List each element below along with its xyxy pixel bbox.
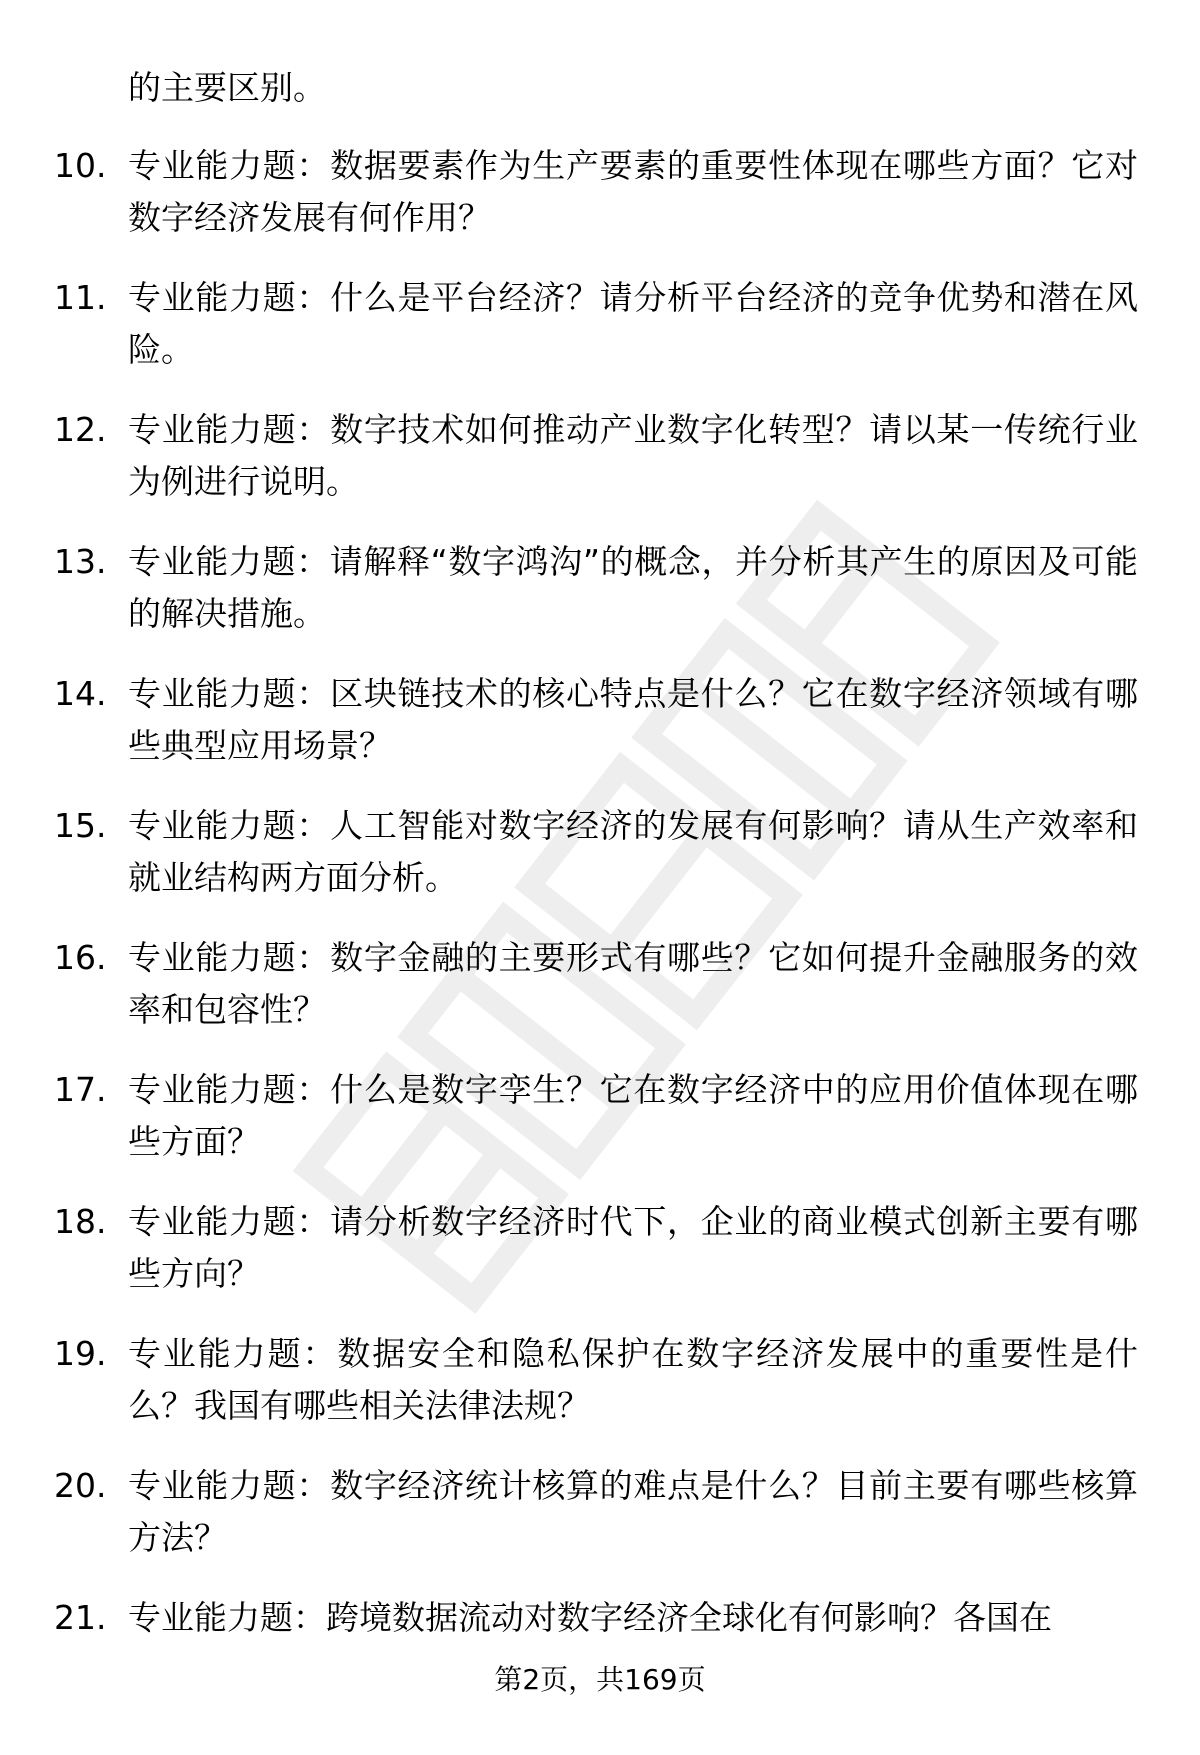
list-item	[0, 536, 1200, 668]
question-text: 专业能力题：什么是数字孪生？它在数字经济中的应用价值体现在哪些方面？	[128, 1070, 1138, 1161]
list-item	[0, 932, 1200, 1064]
question-number: 20.	[54, 1466, 107, 1505]
question-number: 18.	[54, 1202, 107, 1241]
list-item	[0, 1460, 1200, 1592]
question-text: 专业能力题：数字经济统计核算的难点是什么？目前主要有哪些核算方法？	[128, 1466, 1138, 1557]
list-item	[0, 1592, 1200, 1724]
list-item	[0, 668, 1200, 800]
question-text: 专业能力题：跨境数据流动对数字经济全球化有何影响？各国在	[128, 1598, 1052, 1637]
question-number: 10.	[54, 146, 107, 185]
question-text: 专业能力题：请解释“数字鸿沟”的概念，并分析其产生的原因及可能的解决措施。	[128, 542, 1138, 633]
question-text: 专业能力题：人工智能对数字经济的发展有何影响？请从生产效率和就业结构两方面分析。	[128, 806, 1138, 897]
question-text: 专业能力题：数字技术如何推动产业数字化转型？请以某一传统行业为例进行说明。	[128, 410, 1138, 501]
list-item	[0, 1328, 1200, 1460]
question-text: 专业能力题：请分析数字经济时代下，企业的商业模式创新主要有哪些方向？	[128, 1202, 1138, 1293]
question-list	[0, 140, 1200, 1724]
list-item	[0, 1196, 1200, 1328]
question-text: 专业能力题：什么是平台经济？请分析平台经济的竞争优势和潜在风险。	[128, 278, 1138, 369]
question-number: 17.	[54, 1070, 107, 1109]
question-number: 19.	[54, 1334, 107, 1373]
list-item	[0, 272, 1200, 404]
question-text: 专业能力题：数字金融的主要形式有哪些？它如何提升金融服务的效率和包容性？	[128, 938, 1138, 1029]
question-text: 专业能力题：数据要素作为生产要素的重要性体现在哪些方面？它对数字经济发展有何作用？	[128, 146, 1138, 237]
question-number: 14.	[54, 674, 107, 713]
list-item	[0, 1064, 1200, 1196]
list-item	[0, 800, 1200, 932]
question-number: 13.	[54, 542, 107, 581]
list-item	[0, 404, 1200, 536]
question-text: 专业能力题：数据安全和隐私保护在数字经济发展中的重要性是什么？我国有哪些相关法律法规？	[128, 1334, 1138, 1425]
continued-text: 的主要区别。	[128, 68, 326, 107]
question-number: 21.	[54, 1598, 107, 1637]
question-text: 专业能力题：区块链技术的核心特点是什么？它在数字经济领域有哪些典型应用场景？	[128, 674, 1138, 765]
question-number: 11.	[54, 278, 107, 317]
question-number: 12.	[54, 410, 107, 449]
page-footer: 第2页，共169页	[494, 1663, 706, 1696]
list-item	[0, 140, 1200, 272]
question-number: 15.	[54, 806, 107, 845]
question-number: 16.	[54, 938, 107, 977]
